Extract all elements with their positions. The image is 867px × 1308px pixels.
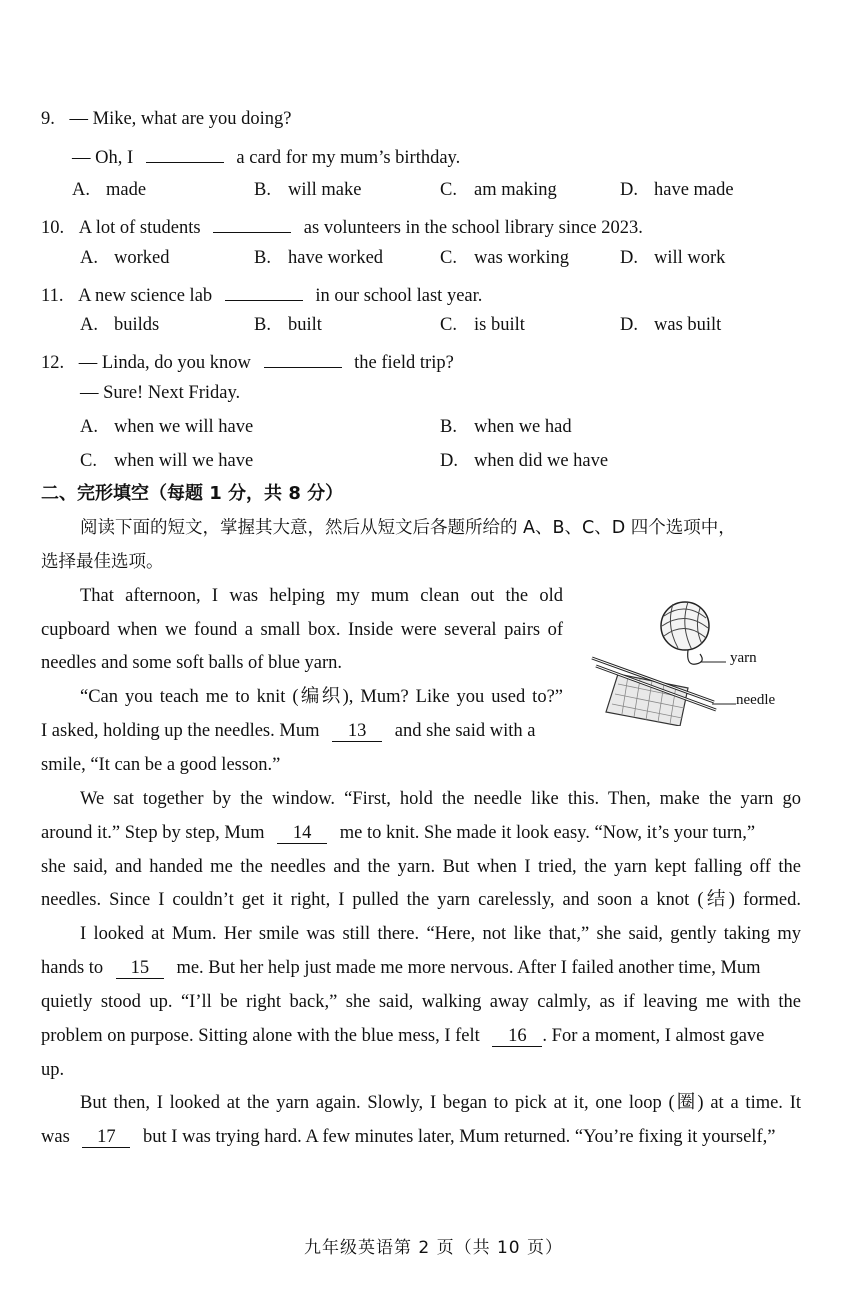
question-10 [41, 212, 643, 240]
passage-line [41, 821, 755, 845]
passage-line [41, 1125, 775, 1149]
question-number: 9. [41, 109, 55, 129]
passage-line: quietly stood up. “I’ll be right back,” she said, walking away calmly, as if leaving me with the [41, 992, 801, 1012]
question-text: — Oh, I [72, 148, 134, 168]
passage-text: me. But her help just made me more nervous. After I failed another time, Mum [176, 958, 761, 978]
option-letter: A. [72, 180, 90, 200]
question-12-answer: — Sure! Next Friday. [80, 383, 241, 403]
option-d [620, 313, 721, 337]
passage-text: around it.” Step by step, Mum [41, 823, 265, 843]
option-text: built [288, 315, 322, 335]
passage-line: needles. Since I couldn’t get it right, I pulled the yarn carelessly, and soon a knot (结) formed. [41, 890, 801, 910]
question-number: 11. [41, 286, 64, 306]
cloze-blank-14: 14 [277, 823, 327, 844]
option-text: will work [654, 248, 726, 268]
section-instruction: 选择最佳选项。 [41, 552, 164, 572]
passage-line: That afternoon, I was helping my mum clean out the old [80, 586, 563, 606]
option-text: when did we have [474, 451, 609, 471]
question-text: the field trip? [354, 353, 454, 373]
cloze-blank-13: 13 [332, 721, 382, 742]
option-text: when we had [474, 417, 572, 437]
page-footer: 九年级英语第 2 页（共 10 页） [303, 1238, 564, 1258]
option-letter: B. [254, 180, 271, 200]
option-a [72, 178, 146, 202]
cloze-blank-17: 17 [82, 1127, 130, 1148]
passage-line: cupboard when we found a small box. Inside were several pairs of [41, 620, 563, 640]
knitting-illustration [588, 596, 798, 726]
option-text: was working [474, 248, 570, 268]
answer-blank [264, 347, 342, 368]
option-letter: D. [620, 315, 638, 335]
option-letter: D. [620, 180, 638, 200]
option-b [254, 246, 383, 270]
option-d [620, 178, 734, 202]
question-text: — Linda, do you know [78, 353, 251, 373]
question-9-line-2 [72, 142, 460, 170]
answer-blank [225, 280, 303, 301]
passage-line: she said, and handed me the needles and the yarn. But when I tried, the yarn kept falling off the [41, 857, 801, 877]
option-letter: B. [440, 417, 457, 437]
option-letter: C. [440, 315, 457, 335]
option-text: builds [114, 315, 160, 335]
cloze-blank-16: 16 [492, 1026, 542, 1047]
passage-line: needles and some soft balls of blue yarn. [41, 653, 343, 673]
option-letter: A. [80, 248, 98, 268]
option-text: is built [474, 315, 525, 335]
passage-line: We sat together by the window. “First, hold the needle like this. Then, make the yarn go [80, 789, 801, 809]
passage-line: “Can you teach me to knit (编织), Mum? Like you used to?” [80, 687, 563, 707]
option-text: have made [654, 180, 734, 200]
option-letter: A. [80, 417, 98, 437]
passage-text: was [41, 1127, 70, 1147]
option-b [440, 415, 572, 439]
passage-line [41, 1024, 764, 1048]
option-text: worked [114, 248, 170, 268]
question-12 [41, 347, 454, 375]
option-c [440, 246, 569, 270]
option-letter: B. [254, 315, 271, 335]
option-letter: D. [440, 451, 458, 471]
option-letter: C. [80, 451, 97, 471]
passage-line [41, 956, 761, 980]
option-letter: C. [440, 248, 457, 268]
passage-text: hands to [41, 958, 104, 978]
passage-text: . For a moment, I almost gave [542, 1026, 765, 1046]
needle-label: needle [736, 692, 776, 708]
option-c [80, 449, 253, 473]
option-b [254, 313, 322, 337]
yarn-label: yarn [730, 650, 757, 666]
option-letter: B. [254, 248, 271, 268]
question-text: A lot of students [78, 218, 201, 238]
option-letter: D. [620, 248, 638, 268]
option-text: was built [654, 315, 722, 335]
section-instruction: 阅读下面的短文，掌握其大意，然后从短文后各题所给的 A、B、C、D 四个选项中， [80, 518, 736, 538]
option-a [80, 415, 253, 439]
passage-text: and she said with a [394, 721, 536, 741]
option-text: am making [474, 180, 557, 200]
option-text: will make [288, 180, 362, 200]
answer-blank [146, 142, 224, 163]
question-11 [41, 280, 482, 308]
option-text: when we will have [114, 417, 254, 437]
question-text: as volunteers in the school library since 2023. [303, 218, 643, 238]
passage-line: I looked at Mum. Her smile was still there. “Here, not like that,” she said, gently taking my [80, 924, 801, 944]
question-text: in our school last year. [315, 286, 483, 306]
option-letter: A. [80, 315, 98, 335]
option-a [80, 246, 169, 270]
section-heading: 二、完形填空（每题 1 分，共 8 分） [41, 483, 344, 504]
question-text: — Mike, what are you doing? [69, 109, 292, 129]
option-c [440, 313, 525, 337]
passage-line [41, 719, 536, 743]
option-b [254, 178, 361, 202]
option-c [440, 178, 557, 202]
passage-text: me to knit. She made it look easy. “Now, it’s your turn,” [339, 823, 756, 843]
question-number: 10. [41, 218, 65, 238]
passage-line: up. [41, 1060, 65, 1080]
option-letter: C. [440, 180, 457, 200]
option-d [440, 449, 608, 473]
option-text: when will we have [114, 451, 254, 471]
question-9 [41, 107, 291, 131]
option-text: made [106, 180, 147, 200]
question-text: A new science lab [78, 286, 213, 306]
passage-line: smile, “It can be a good lesson.” [41, 755, 281, 775]
option-text: have worked [288, 248, 384, 268]
answer-blank [213, 212, 291, 233]
passage-line: But then, I looked at the yarn again. Slowly, I began to pick at it, one loop (圈) at a time. It [80, 1093, 801, 1113]
question-number: 12. [41, 353, 65, 373]
cloze-blank-15: 15 [116, 958, 164, 979]
passage-text: but I was trying hard. A few minutes later, Mum returned. “You’re fixing it yourself,” [143, 1127, 776, 1147]
question-text: a card for my mum’s birthday. [236, 148, 461, 168]
passage-text: I asked, holding up the needles. Mum [41, 721, 320, 741]
option-a [80, 313, 159, 337]
option-d [620, 246, 725, 270]
passage-text: problem on purpose. Sitting alone with the blue mess, I felt [41, 1026, 480, 1046]
